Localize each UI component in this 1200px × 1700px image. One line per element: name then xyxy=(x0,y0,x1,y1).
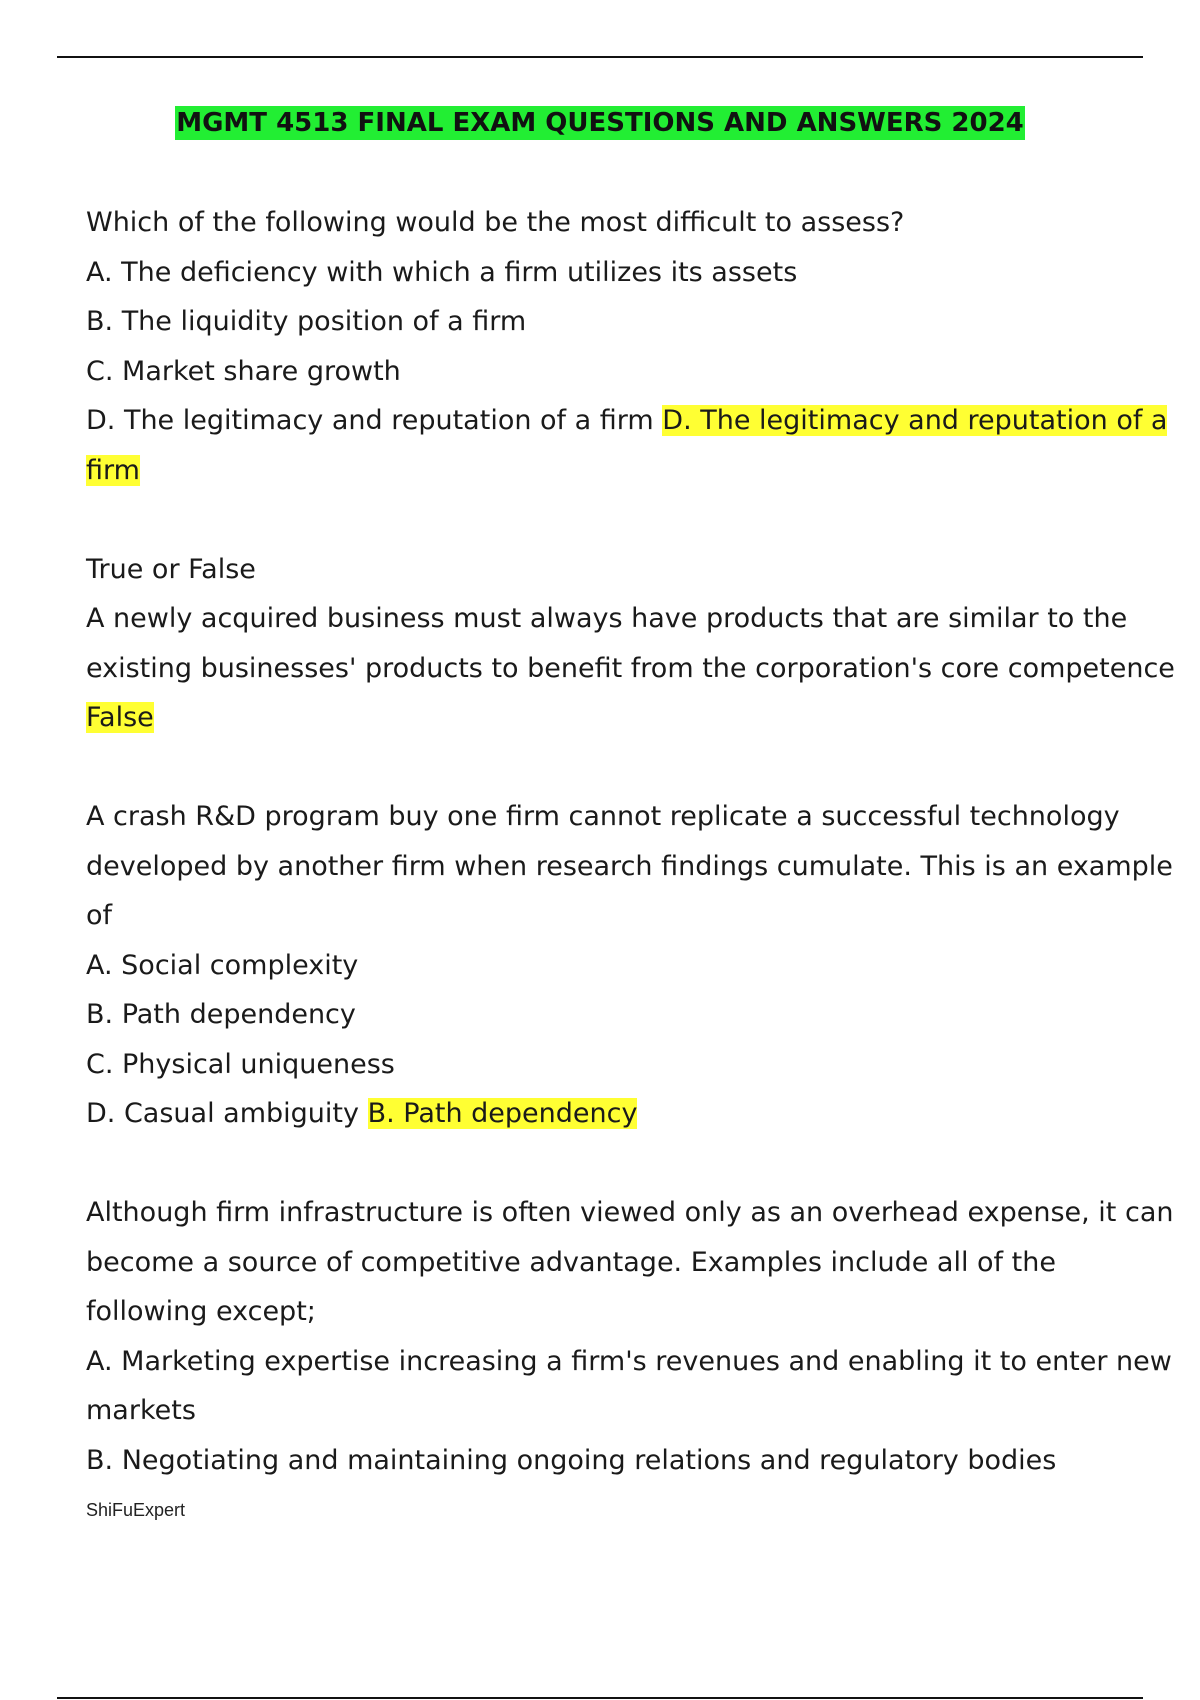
answer-highlight: D. The legitimacy and reputation of a firm xyxy=(86,405,1168,486)
option-b: B. The liquidity position of a firm xyxy=(86,306,527,337)
question-1 xyxy=(86,198,1176,495)
answer-highlight: False xyxy=(86,702,154,733)
answer-highlight: B. Path dependency xyxy=(367,1098,638,1129)
question-4 xyxy=(86,1188,1176,1485)
document-title: MGMT 4513 FINAL EXAM QUESTIONS AND ANSWERS 2024 xyxy=(176,108,1024,138)
question-text: Which of the following would be the most difficult to assess? xyxy=(86,207,905,238)
spacer xyxy=(86,1139,1176,1189)
question-text: A newly acquired business must always have products that are similar to the existing businesses' products to benefit from the corporation's core competence xyxy=(86,603,1175,684)
option-c: C. Physical uniqueness xyxy=(86,1048,395,1080)
bottom-rule xyxy=(57,1697,1143,1699)
question-text-with-answer xyxy=(86,594,1176,743)
option-b: B. Negotiating and maintaining ongoing relations and regulatory bodies xyxy=(86,1444,1057,1476)
option-c: C. Market share growth xyxy=(86,355,401,387)
question-prompt: True or False xyxy=(86,553,256,585)
option-a: A. Marketing expertise increasing a firm's revenues and enabling it to enter new markets xyxy=(86,1345,1172,1426)
spacer xyxy=(86,495,1176,545)
spacer xyxy=(86,743,1176,793)
question-3 xyxy=(86,792,1176,1139)
top-rule xyxy=(57,56,1143,58)
option-d-with-answer xyxy=(86,1089,1176,1139)
question-2 xyxy=(86,545,1176,743)
option-d: D. The legitimacy and reputation of a firm xyxy=(86,405,654,436)
title-wrap xyxy=(0,106,1200,140)
option-d: D. Casual ambiguity xyxy=(86,1098,359,1129)
option-b: B. Path dependency xyxy=(86,999,356,1030)
option-a: A. The deficiency with which a firm utilizes its assets xyxy=(86,256,798,288)
question-text: A crash R&D program buy one firm cannot replicate a successful technology developed by another firm when research findings cumulate. This is an example of xyxy=(86,801,1173,931)
option-a: A. Social complexity xyxy=(86,949,359,981)
footer-brand: ShiFuExpert xyxy=(86,1500,186,1520)
question-text: Although firm infrastructure is often viewed only as an overhead expense, it can become a source of competitive advantage. Examples include all of the following except; xyxy=(86,1197,1174,1327)
document-body xyxy=(86,198,1176,1485)
option-d-with-answer xyxy=(86,396,1176,495)
